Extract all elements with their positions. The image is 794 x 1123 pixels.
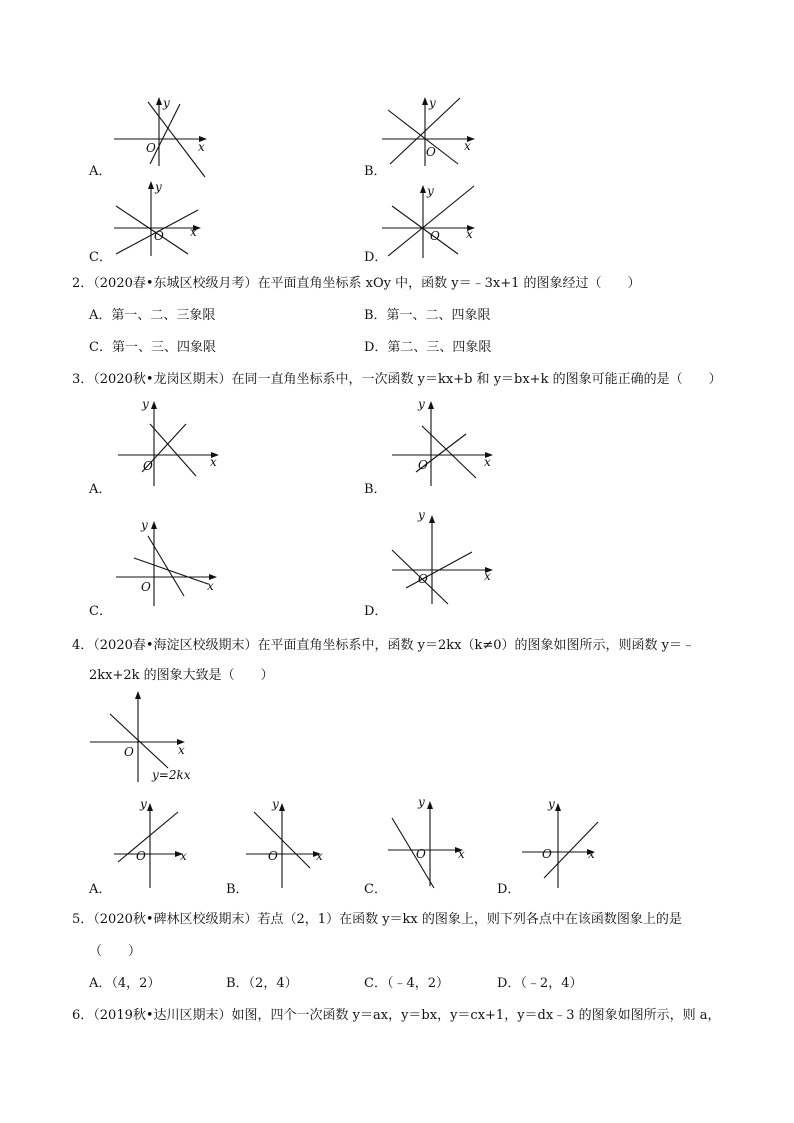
q4-option-c-graph [386,794,476,889]
svg-text:y: y [140,797,147,811]
q5-option-a[interactable]: A．（4，2） [89,976,161,991]
svg-text:x: x [484,455,491,469]
q5-stem: 5．（2020秋•碑林区校级期末）若点（2，1）在函数 y＝kx 的图象上，则下列各点中在该函数图象上的是 [72,912,682,927]
svg-text:O: O [146,141,156,155]
q4-option-b-label[interactable]: B． [226,882,249,897]
q2-option-b[interactable]: B．第一、二、四象限 [364,308,491,323]
svg-text:y: y [163,96,170,110]
svg-text:x: x [198,140,205,154]
q3-option-c-label[interactable]: C． [89,604,112,619]
q4-option-d-label[interactable]: D． [497,882,521,897]
svg-text:x: x [458,847,465,861]
svg-text:y=2kx: y=2kx [152,768,191,782]
svg-text:y: y [142,397,149,411]
q3-option-a-graph [114,394,224,484]
q4-option-b-graph [244,796,334,891]
svg-text:y: y [141,518,148,532]
svg-text:O: O [154,229,164,243]
svg-text:x: x [207,579,214,593]
svg-text:x: x [464,139,471,153]
svg-text:O: O [418,572,428,586]
q2-option-a[interactable]: A．第一、二、三象限 [89,308,216,323]
svg-text:O: O [542,847,552,861]
svg-text:x: x [316,849,323,863]
q6-stem: 6．（2019秋•达川区期末）如图，四个一次函数 y＝ax，y＝bx，y＝cx+1，y＝dx﹣3 的图象如图所示，则 a， [72,1008,721,1023]
q3-option-b-graph [388,394,498,484]
svg-text:x: x [180,849,187,863]
svg-text:x: x [210,455,217,469]
q1-option-d-label[interactable]: D． [364,250,388,265]
q5-paren: （ ） [89,944,142,959]
svg-text:y: y [548,797,555,811]
svg-text:y: y [427,184,434,198]
q2-option-d[interactable]: D．第二、三、四象限 [364,340,492,355]
q3-option-c-graph [112,514,222,604]
q3-option-d-graph [388,506,498,606]
svg-text:O: O [136,849,146,863]
svg-text:O: O [141,580,151,594]
svg-text:O: O [426,145,436,159]
q5-option-c[interactable]: C．（﹣4，2） [364,976,449,991]
q4-option-a-graph [112,796,202,891]
svg-text:x: x [178,743,185,757]
q2-option-c[interactable]: C．第一、三、四象限 [89,340,216,355]
svg-text:O: O [430,229,440,243]
svg-text:x: x [588,847,595,861]
q3-option-b-label[interactable]: B． [364,482,387,497]
q1-option-a-label[interactable]: A． [89,164,112,179]
svg-text:x: x [484,569,491,583]
q3-stem: 3．（2020秋•龙岗区期末）在同一直角坐标系中，一次函数 y＝kx+b 和 y＝bx+k 的图象可能正确的是（ ） [72,372,722,387]
q4-stem-line2: 2kx+2k 的图象大致是（ ） [89,668,274,683]
svg-text:y: y [418,508,425,522]
q5-option-b[interactable]: B．（2，4） [226,976,298,991]
q2-stem: 2．（2020春•东城区校级月考）在平面直角坐标系 xOy 中，函数 y＝﹣3x+1 的图象经过（ ） [72,276,641,291]
q1-option-a-graph [110,92,220,167]
q1-option-b-label[interactable]: B． [364,164,387,179]
svg-text:x: x [466,227,473,241]
q4-option-d-graph [520,796,610,891]
q4-stem-line1: 4．（2020春•海淀区校级期末）在平面直角坐标系中，函数 y＝2kx（k≠0）的图象如图所示，则函数 y＝﹣ [72,638,695,653]
svg-text:y: y [418,795,425,809]
svg-text:O: O [143,459,153,473]
svg-text:O: O [124,745,134,759]
q1-option-b-graph [378,92,488,167]
q3-option-a-label[interactable]: A． [89,482,112,497]
q1-option-c-label[interactable]: C． [89,250,112,265]
q1-option-d-graph [378,176,488,256]
svg-text:O: O [268,849,278,863]
svg-text:x: x [190,225,197,239]
svg-text:y: y [272,797,279,811]
svg-text:O: O [416,847,426,861]
svg-text:y: y [418,397,425,411]
q3-option-d-label[interactable]: D． [364,604,388,619]
q5-option-d[interactable]: D．（﹣2，4） [497,976,583,991]
svg-text:O: O [418,458,428,472]
q1-option-c-graph [110,176,220,256]
svg-text:y: y [155,180,162,194]
q4-option-c-label[interactable]: C． [364,882,387,897]
q4-given-graph [88,688,208,788]
q4-option-a-label[interactable]: A． [89,882,112,897]
svg-text:y: y [429,96,436,110]
